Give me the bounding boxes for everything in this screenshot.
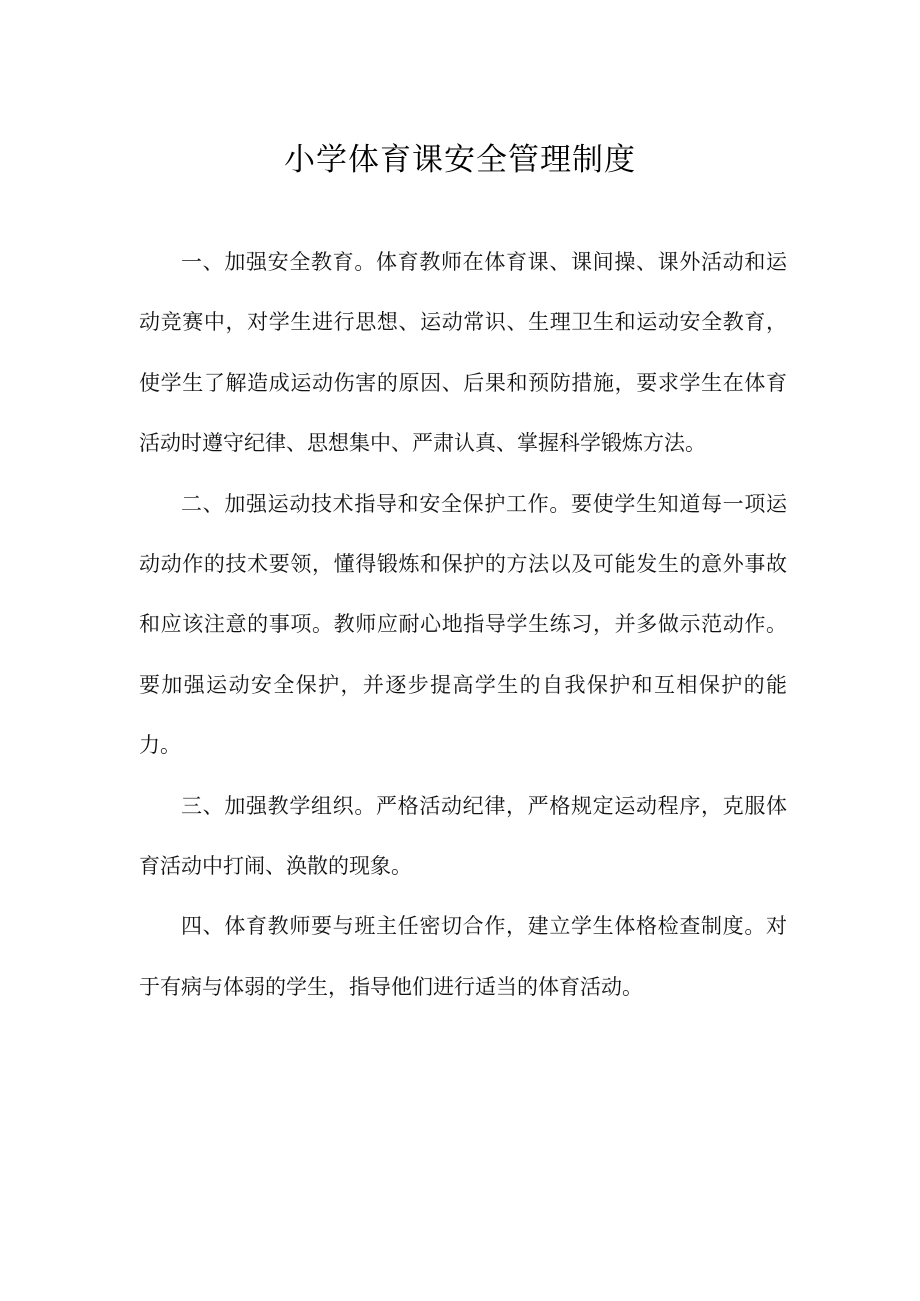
document-title: 小学体育课安全管理制度: [284, 142, 636, 178]
document-body: [139, 232, 787, 1017]
paragraph-2: 二、加强运动技术指导和安全保护工作。要使学生知道每一项运动动作的技术要领，懂得锻炼和保护的方法以及可能发生的意外事故和应该注意的事项。教师应耐心地指导学生练习，并多做示范动作。要加强运动安全保护，并逐步提高学生的自我保护和互相保护的能力。: [139, 491, 787, 758]
paragraph-3: 三、加强教学组织。严格活动纪律，严格规定运动程序，克服体育活动中打闹、涣散的现象。: [139, 793, 787, 879]
paragraph-4: 四、体育教师要与班主任密切合作，建立学生体格检查制度。对于有病与体弱的学生，指导他们进行适当的体育活动。: [139, 914, 787, 999]
paragraph-1: 一、加强安全教育。体育教师在体育课、课间操、课外活动和运动竞赛中，对学生进行思想、运动常识、生理卫生和运动安全教育，使学生了解造成运动伤害的原因、后果和预防措施，要求学生在体育活动时遵守纪律、思想集中、严肃认真、掌握科学锻炼方法。: [139, 250, 787, 456]
